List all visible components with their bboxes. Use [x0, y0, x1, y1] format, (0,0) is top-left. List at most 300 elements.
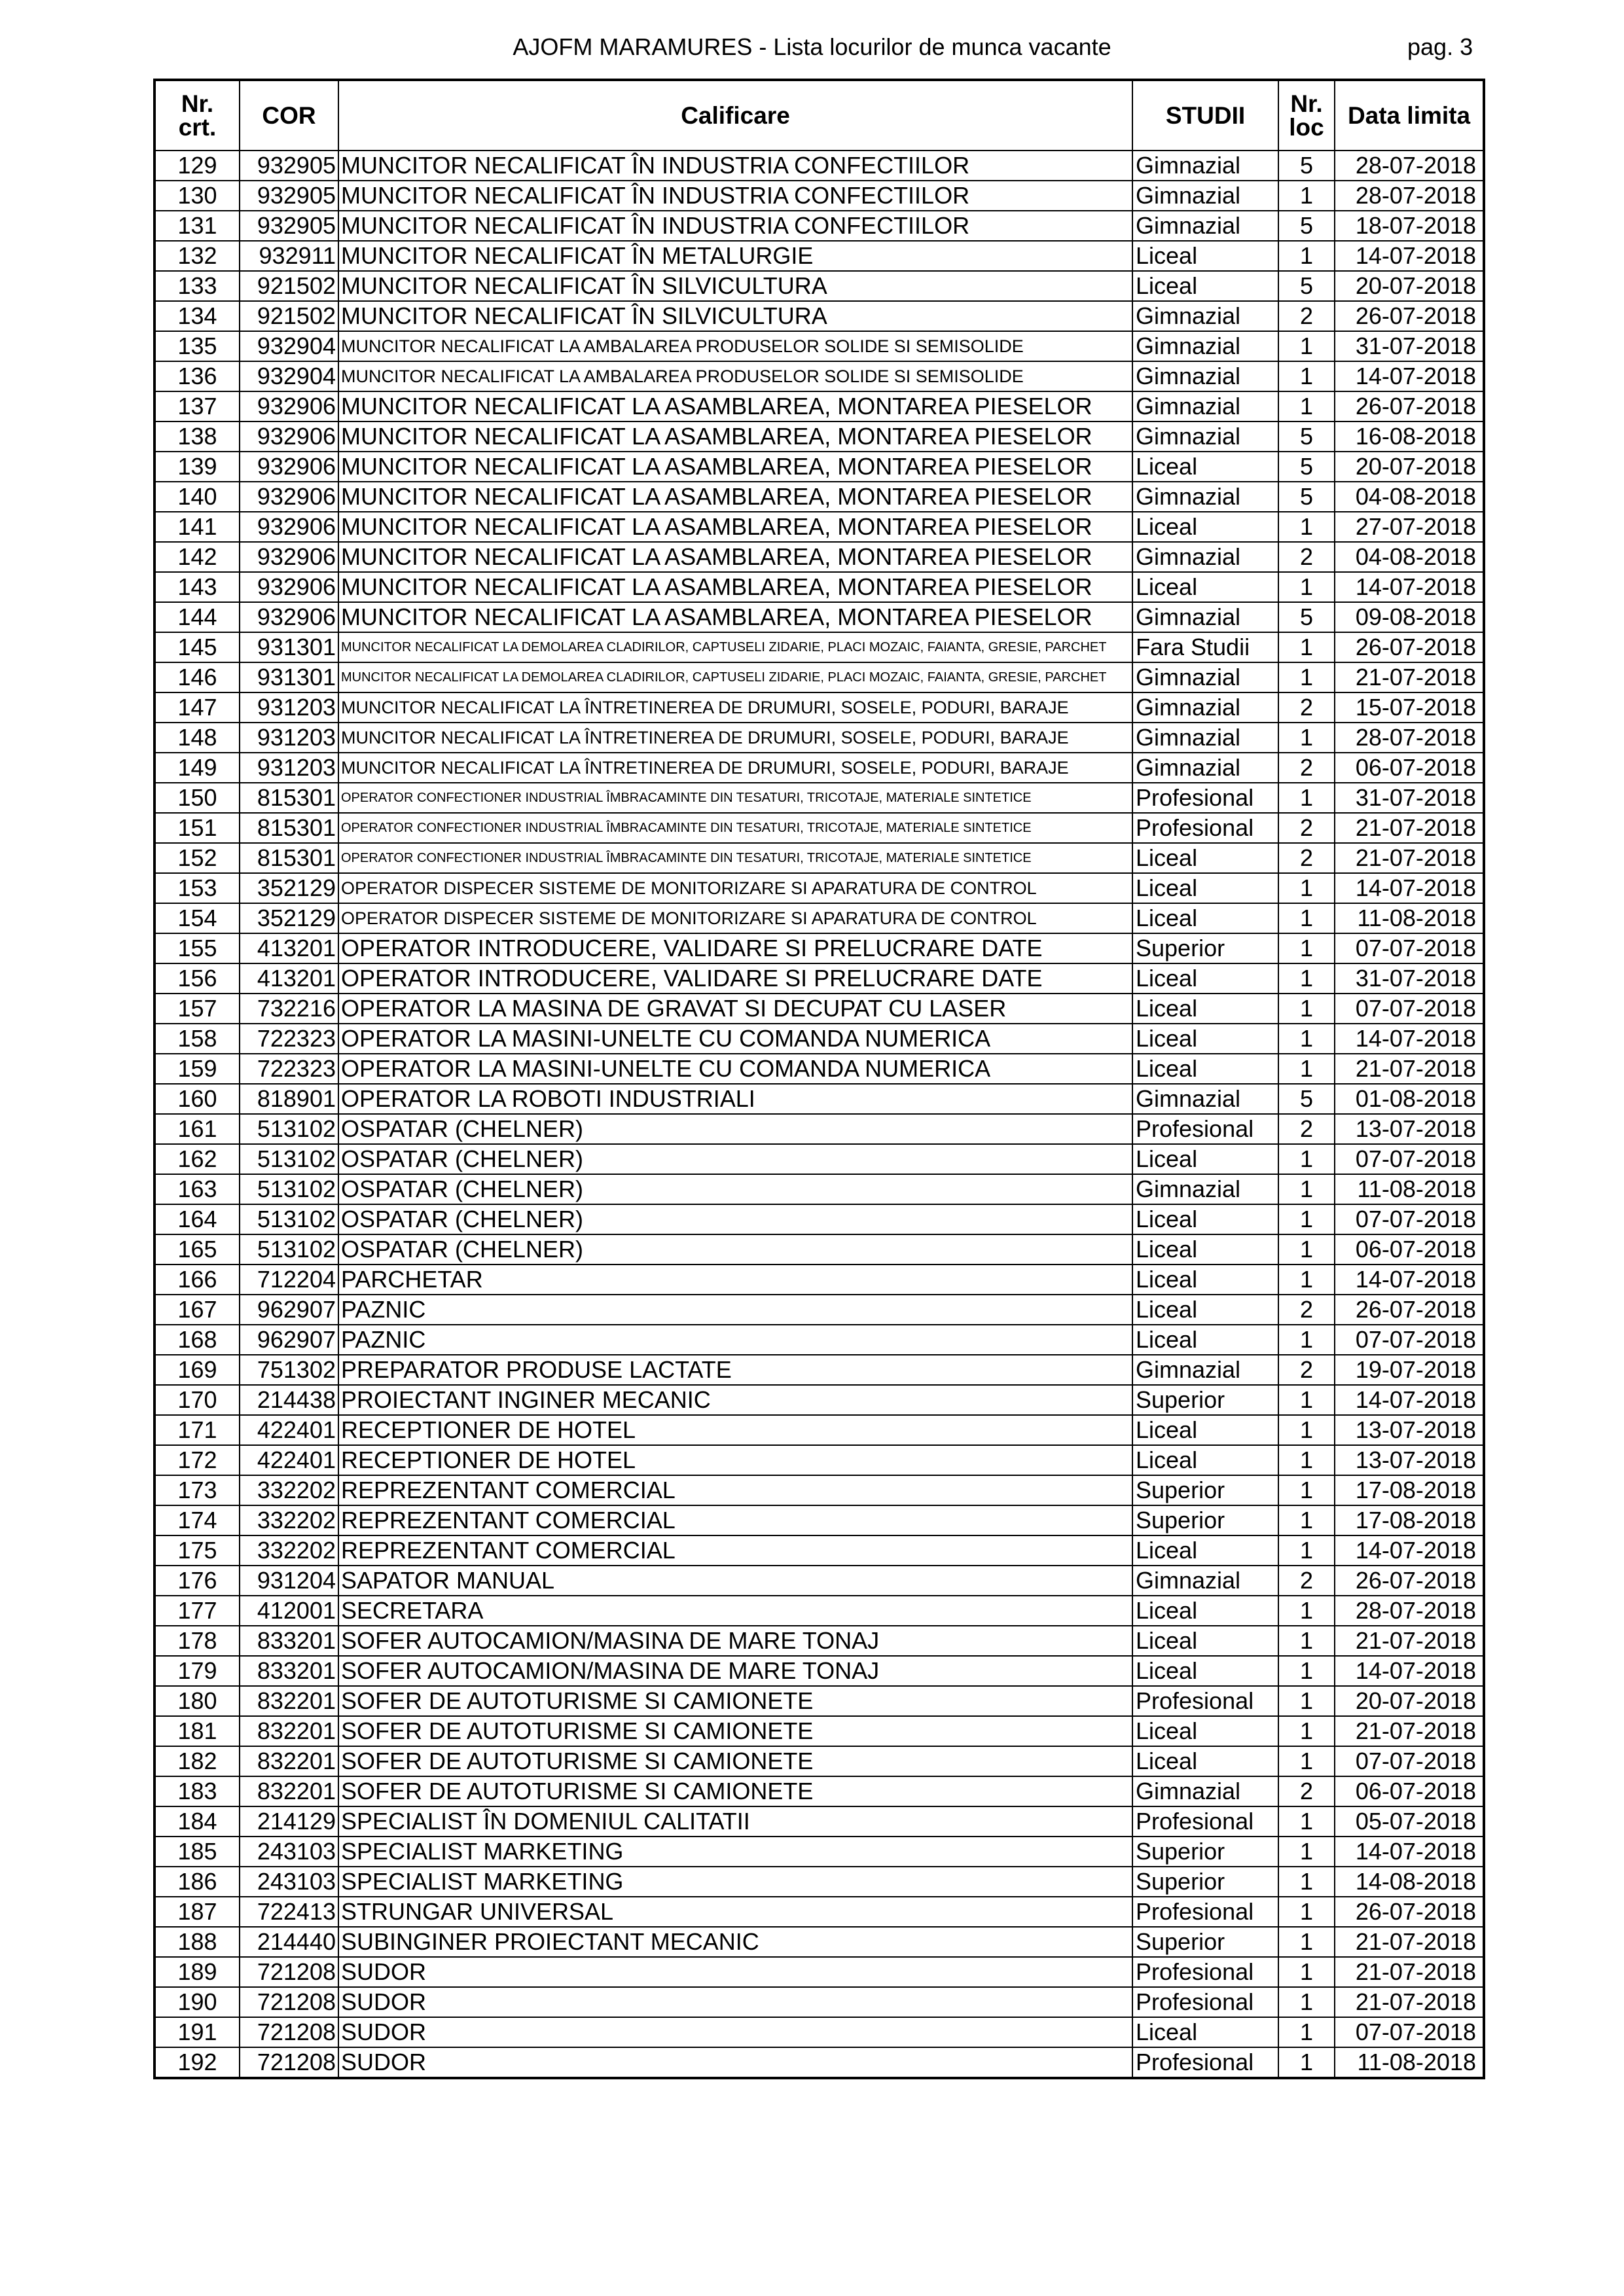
- table-row: [154, 1837, 1484, 1867]
- cell-nr-crt: 137: [154, 391, 240, 422]
- cell-calificare: SUDOR: [338, 2047, 1132, 2078]
- cell-data-limita: 11-08-2018: [1335, 903, 1484, 933]
- cell-nr-crt: 167: [154, 1295, 240, 1325]
- cell-nr-loc: 2: [1278, 542, 1335, 572]
- cell-data-limita: 14-07-2018: [1335, 1265, 1484, 1295]
- cell-studii: Gimnazial: [1132, 723, 1278, 753]
- cell-cor: 732216: [240, 994, 338, 1024]
- table-row: [154, 1084, 1484, 1114]
- cell-calificare: MUNCITOR NECALIFICAT LA DEMOLAREA CLADIRILOR, CAPTUSELI ZIDARIE, PLACI MOZAIC, FAIANTA, GRESIE, PARCHET: [338, 632, 1132, 662]
- cell-nr-crt: 171: [154, 1415, 240, 1445]
- cell-data-limita: 13-07-2018: [1335, 1415, 1484, 1445]
- cell-calificare: MUNCITOR NECALIFICAT LA ASAMBLAREA, MONTAREA PIESELOR: [338, 602, 1132, 632]
- cell-studii: Gimnazial: [1132, 1084, 1278, 1114]
- cell-data-limita: 26-07-2018: [1335, 391, 1484, 422]
- cell-data-limita: 28-07-2018: [1335, 1596, 1484, 1626]
- header-nr-crt-line1: Nr.: [181, 90, 214, 117]
- cell-nr-crt: 186: [154, 1867, 240, 1897]
- cell-nr-loc: 2: [1278, 1295, 1335, 1325]
- header-studii: STUDII: [1132, 80, 1278, 151]
- cell-calificare: MUNCITOR NECALIFICAT LA AMBALAREA PRODUSELOR SOLIDE SI SEMISOLIDE: [338, 361, 1132, 391]
- cell-studii: Gimnazial: [1132, 542, 1278, 572]
- cell-cor: 214440: [240, 1927, 338, 1957]
- cell-cor: 931301: [240, 632, 338, 662]
- cell-calificare: RECEPTIONER DE HOTEL: [338, 1445, 1132, 1475]
- cell-cor: 412001: [240, 1596, 338, 1626]
- cell-studii: Liceal: [1132, 1535, 1278, 1566]
- cell-cor: 962907: [240, 1295, 338, 1325]
- cell-studii: Liceal: [1132, 963, 1278, 994]
- cell-data-limita: 15-07-2018: [1335, 692, 1484, 723]
- cell-nr-crt: 155: [154, 933, 240, 963]
- cell-nr-crt: 182: [154, 1746, 240, 1776]
- table-row: [154, 271, 1484, 301]
- cell-nr-loc: 1: [1278, 1445, 1335, 1475]
- cell-cor: 815301: [240, 813, 338, 843]
- cell-data-limita: 11-08-2018: [1335, 2047, 1484, 2078]
- cell-nr-crt: 192: [154, 2047, 240, 2078]
- cell-data-limita: 19-07-2018: [1335, 1355, 1484, 1385]
- cell-calificare: RECEPTIONER DE HOTEL: [338, 1415, 1132, 1445]
- cell-nr-crt: 169: [154, 1355, 240, 1385]
- cell-cor: 352129: [240, 903, 338, 933]
- cell-data-limita: 13-07-2018: [1335, 1114, 1484, 1144]
- cell-nr-crt: 162: [154, 1144, 240, 1174]
- cell-nr-crt: 176: [154, 1566, 240, 1596]
- cell-studii: Profesional: [1132, 1806, 1278, 1837]
- cell-nr-loc: 1: [1278, 1626, 1335, 1656]
- cell-nr-crt: 163: [154, 1174, 240, 1204]
- cell-nr-crt: 175: [154, 1535, 240, 1566]
- cell-calificare: MUNCITOR NECALIFICAT LA ÎNTRETINEREA DE DRUMURI, SOSELE, PODURI, BARAJE: [338, 723, 1132, 753]
- cell-data-limita: 14-07-2018: [1335, 1024, 1484, 1054]
- cell-calificare: MUNCITOR NECALIFICAT ÎN SILVICULTURA: [338, 271, 1132, 301]
- cell-data-limita: 13-07-2018: [1335, 1445, 1484, 1475]
- cell-calificare: SUDOR: [338, 1987, 1132, 2017]
- cell-data-limita: 21-07-2018: [1335, 1054, 1484, 1084]
- cell-calificare: SUDOR: [338, 2017, 1132, 2047]
- cell-data-limita: 17-08-2018: [1335, 1475, 1484, 1505]
- cell-data-limita: 21-07-2018: [1335, 813, 1484, 843]
- cell-nr-crt: 184: [154, 1806, 240, 1837]
- table-row: [154, 572, 1484, 602]
- cell-cor: 721208: [240, 2047, 338, 2078]
- header-cor: COR: [240, 80, 338, 151]
- cell-cor: 721208: [240, 1957, 338, 1987]
- cell-studii: Liceal: [1132, 1295, 1278, 1325]
- cell-studii: Superior: [1132, 1385, 1278, 1415]
- cell-cor: 832201: [240, 1746, 338, 1776]
- cell-calificare: MUNCITOR NECALIFICAT LA DEMOLAREA CLADIRILOR, CAPTUSELI ZIDARIE, PLACI MOZAIC, FAIANTA, GRESIE, PARCHET: [338, 662, 1132, 692]
- header-data-limita: Data limita: [1335, 80, 1484, 151]
- cell-calificare: PROIECTANT INGINER MECANIC: [338, 1385, 1132, 1415]
- table-row: [154, 1054, 1484, 1084]
- cell-cor: 931203: [240, 692, 338, 723]
- cell-cor: 815301: [240, 783, 338, 813]
- cell-studii: Liceal: [1132, 1204, 1278, 1234]
- table-row: [154, 301, 1484, 331]
- table-row: [154, 963, 1484, 994]
- cell-nr-crt: 151: [154, 813, 240, 843]
- cell-calificare: MUNCITOR NECALIFICAT ÎN SILVICULTURA: [338, 301, 1132, 331]
- table-row: [154, 422, 1484, 452]
- cell-nr-crt: 131: [154, 211, 240, 241]
- cell-cor: 352129: [240, 873, 338, 903]
- cell-nr-crt: 140: [154, 482, 240, 512]
- cell-nr-loc: 2: [1278, 813, 1335, 843]
- cell-data-limita: 26-07-2018: [1335, 1566, 1484, 1596]
- cell-nr-crt: 170: [154, 1385, 240, 1415]
- cell-cor: 932904: [240, 331, 338, 361]
- cell-studii: Liceal: [1132, 271, 1278, 301]
- cell-nr-crt: 136: [154, 361, 240, 391]
- cell-cor: 422401: [240, 1445, 338, 1475]
- cell-nr-loc: 1: [1278, 1987, 1335, 2017]
- header-calificare: Calificare: [338, 80, 1132, 151]
- cell-studii: Gimnazial: [1132, 211, 1278, 241]
- cell-data-limita: 21-07-2018: [1335, 1987, 1484, 2017]
- cell-nr-crt: 161: [154, 1114, 240, 1144]
- cell-calificare: OPERATOR CONFECTIONER INDUSTRIAL ÎMBRACAMINTE DIN TESATURI, TRICOTAJE, MATERIALE SINTETICE: [338, 843, 1132, 873]
- cell-studii: Liceal: [1132, 1656, 1278, 1686]
- cell-cor: 832201: [240, 1776, 338, 1806]
- cell-cor: 721208: [240, 1987, 338, 2017]
- cell-cor: 751302: [240, 1355, 338, 1385]
- cell-nr-loc: 1: [1278, 1897, 1335, 1927]
- table-row: [154, 1927, 1484, 1957]
- table-row: [154, 933, 1484, 963]
- cell-nr-loc: 1: [1278, 181, 1335, 211]
- cell-cor: 513102: [240, 1144, 338, 1174]
- table-row: [154, 1204, 1484, 1234]
- cell-cor: 932905: [240, 151, 338, 181]
- cell-nr-loc: 2: [1278, 1114, 1335, 1144]
- cell-nr-loc: 1: [1278, 1204, 1335, 1234]
- cell-nr-loc: 5: [1278, 452, 1335, 482]
- cell-nr-crt: 168: [154, 1325, 240, 1355]
- cell-cor: 513102: [240, 1174, 338, 1204]
- cell-studii: Gimnazial: [1132, 422, 1278, 452]
- cell-cor: 513102: [240, 1204, 338, 1234]
- cell-nr-crt: 160: [154, 1084, 240, 1114]
- cell-nr-loc: 1: [1278, 873, 1335, 903]
- cell-cor: 832201: [240, 1686, 338, 1716]
- cell-cor: 332202: [240, 1535, 338, 1566]
- cell-nr-loc: 1: [1278, 2047, 1335, 2078]
- cell-studii: Superior: [1132, 933, 1278, 963]
- cell-nr-loc: 2: [1278, 1776, 1335, 1806]
- table-row: [154, 1716, 1484, 1746]
- cell-calificare: SECRETARA: [338, 1596, 1132, 1626]
- cell-studii: Liceal: [1132, 1325, 1278, 1355]
- table-row: [154, 632, 1484, 662]
- table-row: [154, 1174, 1484, 1204]
- cell-data-limita: 07-07-2018: [1335, 1204, 1484, 1234]
- table-row: [154, 1415, 1484, 1445]
- cell-cor: 932906: [240, 391, 338, 422]
- cell-nr-crt: 133: [154, 271, 240, 301]
- cell-nr-loc: 1: [1278, 1024, 1335, 1054]
- cell-calificare: STRUNGAR UNIVERSAL: [338, 1897, 1132, 1927]
- cell-studii: Gimnazial: [1132, 1776, 1278, 1806]
- cell-calificare: OSPATAR (CHELNER): [338, 1144, 1132, 1174]
- table-row: [154, 1596, 1484, 1626]
- table-row: [154, 512, 1484, 542]
- cell-studii: Gimnazial: [1132, 482, 1278, 512]
- cell-data-limita: 26-07-2018: [1335, 301, 1484, 331]
- cell-calificare: SUDOR: [338, 1957, 1132, 1987]
- table-row: [154, 1385, 1484, 1415]
- cell-nr-loc: 2: [1278, 1355, 1335, 1385]
- cell-nr-loc: 5: [1278, 602, 1335, 632]
- table-row: [154, 1987, 1484, 2017]
- cell-cor: 413201: [240, 933, 338, 963]
- table-row: [154, 813, 1484, 843]
- cell-nr-crt: 188: [154, 1927, 240, 1957]
- cell-nr-crt: 177: [154, 1596, 240, 1626]
- cell-data-limita: 21-07-2018: [1335, 662, 1484, 692]
- cell-nr-crt: 178: [154, 1626, 240, 1656]
- cell-calificare: PREPARATOR PRODUSE LACTATE: [338, 1355, 1132, 1385]
- cell-calificare: OPERATOR INTRODUCERE, VALIDARE SI PRELUCRARE DATE: [338, 963, 1132, 994]
- cell-data-limita: 20-07-2018: [1335, 271, 1484, 301]
- cell-nr-crt: 149: [154, 753, 240, 783]
- table-row: [154, 2047, 1484, 2078]
- cell-calificare: OPERATOR LA ROBOTI INDUSTRIALI: [338, 1084, 1132, 1114]
- cell-nr-loc: 1: [1278, 1806, 1335, 1837]
- cell-data-limita: 18-07-2018: [1335, 211, 1484, 241]
- table-row: [154, 1806, 1484, 1837]
- cell-studii: Liceal: [1132, 1445, 1278, 1475]
- cell-cor: 932906: [240, 602, 338, 632]
- cell-nr-loc: 1: [1278, 963, 1335, 994]
- table-row: [154, 1114, 1484, 1144]
- cell-nr-loc: 1: [1278, 1144, 1335, 1174]
- cell-data-limita: 14-07-2018: [1335, 241, 1484, 271]
- cell-cor: 931203: [240, 753, 338, 783]
- table-row: [154, 783, 1484, 813]
- cell-nr-loc: 5: [1278, 1084, 1335, 1114]
- cell-studii: Superior: [1132, 1927, 1278, 1957]
- cell-data-limita: 07-07-2018: [1335, 1144, 1484, 1174]
- cell-nr-crt: 164: [154, 1204, 240, 1234]
- cell-studii: Liceal: [1132, 2017, 1278, 2047]
- cell-nr-crt: 158: [154, 1024, 240, 1054]
- cell-nr-crt: 129: [154, 151, 240, 181]
- cell-calificare: OPERATOR LA MASINA DE GRAVAT SI DECUPAT CU LASER: [338, 994, 1132, 1024]
- cell-calificare: MUNCITOR NECALIFICAT LA ASAMBLAREA, MONTAREA PIESELOR: [338, 572, 1132, 602]
- cell-data-limita: 14-07-2018: [1335, 361, 1484, 391]
- table-row: [154, 1355, 1484, 1385]
- cell-calificare: MUNCITOR NECALIFICAT LA ASAMBLAREA, MONTAREA PIESELOR: [338, 452, 1132, 482]
- cell-nr-crt: 166: [154, 1265, 240, 1295]
- cell-calificare: SOFER DE AUTOTURISME SI CAMIONETE: [338, 1686, 1132, 1716]
- cell-studii: Liceal: [1132, 1024, 1278, 1054]
- page-number: pag. 3: [1407, 33, 1473, 60]
- cell-studii: Profesional: [1132, 1987, 1278, 2017]
- cell-nr-crt: 154: [154, 903, 240, 933]
- cell-studii: Liceal: [1132, 512, 1278, 542]
- cell-data-limita: 17-08-2018: [1335, 1505, 1484, 1535]
- table-row: [154, 241, 1484, 271]
- cell-data-limita: 21-07-2018: [1335, 1927, 1484, 1957]
- cell-studii: Liceal: [1132, 1144, 1278, 1174]
- cell-calificare: SOFER DE AUTOTURISME SI CAMIONETE: [338, 1776, 1132, 1806]
- table-row: [154, 331, 1484, 361]
- cell-cor: 818901: [240, 1084, 338, 1114]
- cell-nr-loc: 1: [1278, 723, 1335, 753]
- cell-calificare: SOFER DE AUTOTURISME SI CAMIONETE: [338, 1746, 1132, 1776]
- cell-nr-crt: 172: [154, 1445, 240, 1475]
- cell-calificare: OSPATAR (CHELNER): [338, 1174, 1132, 1204]
- cell-nr-crt: 150: [154, 783, 240, 813]
- cell-cor: 722413: [240, 1897, 338, 1927]
- cell-studii: Gimnazial: [1132, 662, 1278, 692]
- cell-data-limita: 27-07-2018: [1335, 512, 1484, 542]
- cell-nr-loc: 5: [1278, 482, 1335, 512]
- cell-nr-loc: 1: [1278, 783, 1335, 813]
- cell-data-limita: 26-07-2018: [1335, 1295, 1484, 1325]
- cell-nr-loc: 1: [1278, 1686, 1335, 1716]
- cell-nr-crt: 179: [154, 1656, 240, 1686]
- table-row: [154, 542, 1484, 572]
- cell-data-limita: 26-07-2018: [1335, 1897, 1484, 1927]
- cell-cor: 214438: [240, 1385, 338, 1415]
- cell-nr-loc: 5: [1278, 211, 1335, 241]
- cell-calificare: PARCHETAR: [338, 1265, 1132, 1295]
- cell-studii: Gimnazial: [1132, 1174, 1278, 1204]
- cell-studii: Gimnazial: [1132, 391, 1278, 422]
- cell-data-limita: 05-07-2018: [1335, 1806, 1484, 1837]
- header-nr-loc-line2: loc: [1289, 113, 1324, 141]
- cell-nr-loc: 1: [1278, 1475, 1335, 1505]
- cell-cor: 931204: [240, 1566, 338, 1596]
- cell-nr-loc: 1: [1278, 1385, 1335, 1415]
- cell-calificare: OSPATAR (CHELNER): [338, 1114, 1132, 1144]
- cell-cor: 932906: [240, 572, 338, 602]
- cell-data-limita: 04-08-2018: [1335, 542, 1484, 572]
- cell-cor: 931301: [240, 662, 338, 692]
- cell-cor: 214129: [240, 1806, 338, 1837]
- cell-studii: Liceal: [1132, 1415, 1278, 1445]
- table-row: [154, 1505, 1484, 1535]
- table-row: [154, 2017, 1484, 2047]
- cell-nr-loc: 1: [1278, 1837, 1335, 1867]
- cell-cor: 832201: [240, 1716, 338, 1746]
- cell-nr-crt: 142: [154, 542, 240, 572]
- cell-cor: 962907: [240, 1325, 338, 1355]
- cell-calificare: REPREZENTANT COMERCIAL: [338, 1475, 1132, 1505]
- cell-nr-loc: 2: [1278, 843, 1335, 873]
- cell-studii: Liceal: [1132, 873, 1278, 903]
- cell-studii: Profesional: [1132, 2047, 1278, 2078]
- table-row: [154, 873, 1484, 903]
- cell-nr-loc: 1: [1278, 1054, 1335, 1084]
- cell-nr-crt: 191: [154, 2017, 240, 2047]
- cell-data-limita: 14-07-2018: [1335, 1535, 1484, 1566]
- cell-cor: 243103: [240, 1837, 338, 1867]
- cell-cor: 932906: [240, 542, 338, 572]
- cell-nr-crt: 138: [154, 422, 240, 452]
- table-row: [154, 1746, 1484, 1776]
- cell-studii: Liceal: [1132, 572, 1278, 602]
- cell-calificare: MUNCITOR NECALIFICAT ÎN INDUSTRIA CONFECTIILOR: [338, 181, 1132, 211]
- header-nr-crt: [154, 80, 240, 151]
- cell-nr-crt: 157: [154, 994, 240, 1024]
- cell-calificare: PAZNIC: [338, 1295, 1132, 1325]
- cell-nr-crt: 174: [154, 1505, 240, 1535]
- cell-studii: Gimnazial: [1132, 602, 1278, 632]
- cell-calificare: SOFER DE AUTOTURISME SI CAMIONETE: [338, 1716, 1132, 1746]
- cell-calificare: MUNCITOR NECALIFICAT ÎN METALURGIE: [338, 241, 1132, 271]
- table-row: [154, 211, 1484, 241]
- cell-studii: Gimnazial: [1132, 1566, 1278, 1596]
- cell-nr-crt: 144: [154, 602, 240, 632]
- cell-studii: Superior: [1132, 1837, 1278, 1867]
- cell-nr-loc: 1: [1278, 662, 1335, 692]
- cell-nr-loc: 1: [1278, 331, 1335, 361]
- cell-data-limita: 09-08-2018: [1335, 602, 1484, 632]
- cell-nr-crt: 135: [154, 331, 240, 361]
- table-row: [154, 1897, 1484, 1927]
- cell-calificare: OPERATOR DISPECER SISTEME DE MONITORIZARE SI APARATURA DE CONTROL: [338, 903, 1132, 933]
- cell-nr-loc: 1: [1278, 1746, 1335, 1776]
- cell-calificare: MUNCITOR NECALIFICAT ÎN INDUSTRIA CONFECTIILOR: [338, 151, 1132, 181]
- cell-nr-crt: 159: [154, 1054, 240, 1084]
- cell-data-limita: 20-07-2018: [1335, 452, 1484, 482]
- table-row: [154, 1776, 1484, 1806]
- cell-calificare: OPERATOR DISPECER SISTEME DE MONITORIZARE SI APARATURA DE CONTROL: [338, 873, 1132, 903]
- page-title: AJOFM MARAMURES - Lista locurilor de munca vacante: [513, 33, 1111, 60]
- cell-nr-crt: 143: [154, 572, 240, 602]
- cell-cor: 921502: [240, 271, 338, 301]
- cell-calificare: MUNCITOR NECALIFICAT LA ASAMBLAREA, MONTAREA PIESELOR: [338, 422, 1132, 452]
- cell-nr-crt: 153: [154, 873, 240, 903]
- cell-data-limita: 06-07-2018: [1335, 1234, 1484, 1265]
- cell-cor: 833201: [240, 1626, 338, 1656]
- cell-data-limita: 07-07-2018: [1335, 2017, 1484, 2047]
- cell-data-limita: 21-07-2018: [1335, 843, 1484, 873]
- cell-studii: Superior: [1132, 1475, 1278, 1505]
- cell-calificare: MUNCITOR NECALIFICAT LA AMBALAREA PRODUSELOR SOLIDE SI SEMISOLIDE: [338, 331, 1132, 361]
- cell-nr-crt: 141: [154, 512, 240, 542]
- cell-studii: Liceal: [1132, 1716, 1278, 1746]
- cell-nr-crt: 130: [154, 181, 240, 211]
- cell-nr-crt: 156: [154, 963, 240, 994]
- table-row: [154, 1024, 1484, 1054]
- cell-calificare: OPERATOR INTRODUCERE, VALIDARE SI PRELUCRARE DATE: [338, 933, 1132, 963]
- cell-studii: Profesional: [1132, 1897, 1278, 1927]
- cell-studii: Profesional: [1132, 1957, 1278, 1987]
- cell-studii: Superior: [1132, 1505, 1278, 1535]
- cell-data-limita: 04-08-2018: [1335, 482, 1484, 512]
- cell-nr-loc: 1: [1278, 391, 1335, 422]
- table-row: [154, 723, 1484, 753]
- table-row: [154, 1535, 1484, 1566]
- cell-nr-crt: 187: [154, 1897, 240, 1927]
- cell-nr-loc: 1: [1278, 1957, 1335, 1987]
- cell-cor: 932906: [240, 452, 338, 482]
- table-row: [154, 482, 1484, 512]
- table-row: [154, 1626, 1484, 1656]
- cell-nr-loc: 2: [1278, 692, 1335, 723]
- cell-data-limita: 21-07-2018: [1335, 1626, 1484, 1656]
- cell-studii: Liceal: [1132, 1596, 1278, 1626]
- table-row: [154, 1445, 1484, 1475]
- cell-data-limita: 07-07-2018: [1335, 994, 1484, 1024]
- cell-nr-crt: 180: [154, 1686, 240, 1716]
- cell-cor: 332202: [240, 1505, 338, 1535]
